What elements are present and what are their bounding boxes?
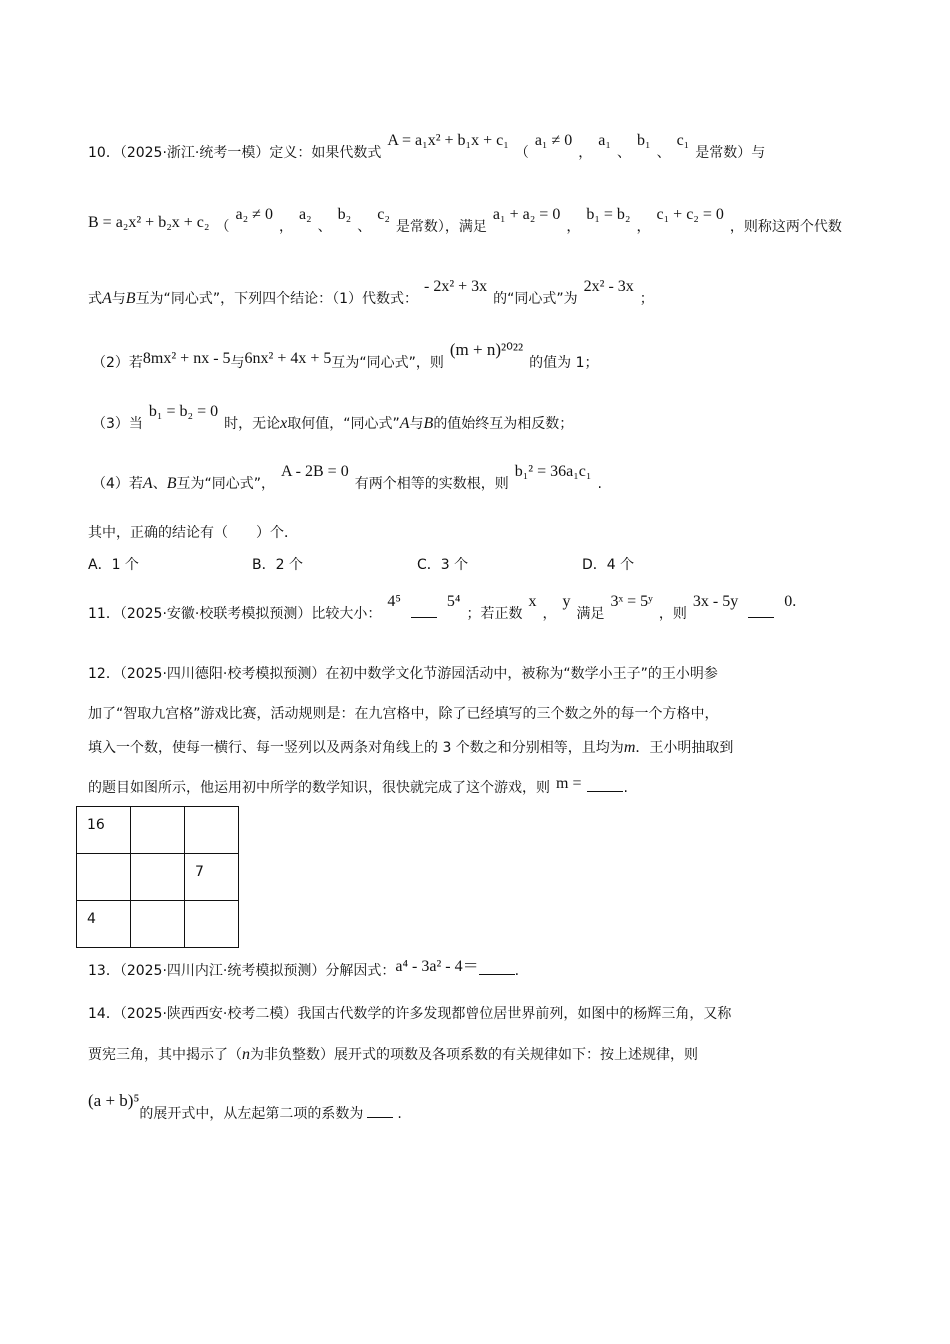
- text: ，: [636, 219, 651, 235]
- q11-line: [88, 593, 802, 623]
- var: B: [166, 475, 177, 492]
- q10-line6: [92, 463, 602, 493]
- formula: b₂: [337, 206, 352, 223]
- answer-blank: [367, 1117, 393, 1118]
- formula: c₁ + c₂ = 0: [656, 206, 724, 223]
- q13-line: [88, 957, 519, 980]
- formula: 5⁴: [446, 593, 461, 610]
- text: 的“同心式”为: [493, 291, 578, 307]
- text: 、: [152, 476, 167, 492]
- grid-cell: 16: [77, 807, 131, 854]
- answer-blank: [587, 791, 623, 792]
- formula: A - 2B = 0: [281, 463, 349, 480]
- grid-cell: [131, 807, 185, 854]
- text: ，: [566, 219, 581, 235]
- text: 是常数），满足: [395, 219, 487, 235]
- grid-cell: [185, 901, 239, 948]
- q14-line3: [88, 1091, 402, 1123]
- text: 有两个相等的实数根，则: [354, 476, 509, 492]
- text: .: [623, 780, 628, 796]
- text: 为非负整数）展开式的项数及各项系数的有关规律如下：按上述规律，则: [250, 1047, 698, 1063]
- text: （4）若: [92, 476, 143, 492]
- formula: b₁² = 36a₁c₁: [514, 463, 592, 480]
- option-d: D．4 个: [582, 557, 635, 573]
- grid-cell: [131, 854, 185, 901]
- var: m: [623, 739, 636, 756]
- formula: a₁ + a₂ = 0: [492, 206, 561, 223]
- text: .: [397, 1106, 402, 1122]
- text: ，: [278, 219, 293, 235]
- magic-square-grid: [76, 806, 239, 948]
- text: 、: [656, 145, 671, 161]
- formula: a₂ ≠ 0: [235, 206, 273, 223]
- text: 0.: [784, 593, 797, 610]
- var: n: [242, 1046, 250, 1063]
- var: A: [142, 475, 153, 492]
- var: B: [125, 290, 136, 307]
- answer-blank: [748, 617, 774, 618]
- formula-A: A = a₁x² + b₁x + c₁: [387, 132, 509, 149]
- q10-line3: [88, 278, 654, 308]
- grid-cell: [185, 807, 239, 854]
- text: 的值为 1；: [529, 355, 599, 371]
- text: 贾宪三角，其中揭示了（: [88, 1047, 242, 1063]
- text: 与: [409, 416, 424, 432]
- text: （: [215, 219, 230, 235]
- option-c: C．3 个: [417, 557, 469, 573]
- text: ，: [578, 145, 593, 161]
- text: 互为“同心式”，则: [331, 355, 444, 371]
- q10-line4: [92, 340, 599, 372]
- text: 填入一个数，使每一横行、每一竖列以及两条对角线上的 3 个数之和分别相等，且均为: [88, 740, 624, 756]
- formula: a₁ ≠ 0: [534, 132, 573, 149]
- var: x: [528, 593, 537, 610]
- formula: b₁ = b₂: [586, 206, 631, 223]
- text: 的值始终互为相反数；: [433, 416, 574, 432]
- text: （3）当: [92, 416, 143, 432]
- text: 、: [357, 219, 372, 235]
- text: 互为“同心式”，下列四个结论：（1）代数式：: [135, 291, 418, 307]
- formula: (a + b)⁵: [88, 1091, 140, 1110]
- text: （2）若: [92, 355, 143, 371]
- q12-line3: [88, 737, 733, 757]
- grid-cell: 4: [77, 901, 131, 948]
- formula: b₁ = b₂ = 0: [148, 403, 219, 420]
- text: 11．（2025·安徽·校联考模拟预测）比较大小：: [88, 606, 382, 622]
- text: 的题目如图所示，他运用初中所学的数学知识，很快就完成了这个游戏，则: [88, 780, 550, 796]
- text: （: [514, 145, 529, 161]
- grid-cell: [77, 854, 131, 901]
- text: ，则称这两个代数: [729, 219, 842, 235]
- text: 时，无论: [224, 416, 281, 432]
- text: ．王小明抽取到: [635, 740, 734, 756]
- var: x: [280, 415, 288, 432]
- formula: 3x - 5y: [692, 593, 739, 610]
- text: 式: [88, 291, 102, 307]
- text: 与: [111, 291, 126, 307]
- text: .: [514, 963, 520, 979]
- text: 与: [230, 355, 245, 371]
- option-b: B．2 个: [252, 557, 303, 573]
- grid-cell: [131, 901, 185, 948]
- formula: a₂: [298, 206, 312, 223]
- q14-line1: 14．（2025·陕西西安·校考二模）我国古代数学的许多发现都曾位居世界前列，如图中的杨辉三角，又称: [88, 1006, 732, 1022]
- formula: 8mx² + nx - 5: [142, 350, 231, 367]
- q10-line7: 其中，正确的结论有（ ）个．: [88, 525, 298, 541]
- q14-line2: [88, 1044, 698, 1064]
- formula-B: B = a₂x² + b₂x + c₂: [88, 214, 210, 231]
- formula: 2x² - 3x: [583, 278, 634, 295]
- q12-line2: 加了“智取九宫格”游戏比赛，活动规则是：在九宫格中，除了已经填写的三个数之外的每一个方格中，: [88, 706, 719, 722]
- formula: c₂: [377, 206, 390, 223]
- q12-line1: 12．（2025·四川德阳·校考模拟预测）在初中数学文化节游园活动中，被称为“数学小王子”的王小明参: [88, 666, 718, 682]
- var: A: [399, 415, 410, 432]
- text: 13．（2025·四川内江·统考模拟预测）分解因式：: [88, 963, 396, 979]
- formula: 3ˣ = 5ʸ: [610, 593, 653, 610]
- formula: 4⁵: [387, 593, 401, 610]
- answer-blank: [411, 617, 437, 618]
- text: 满足: [576, 606, 605, 622]
- text: 取何值，“同心式”: [287, 416, 400, 432]
- formula: (m + n)²⁰²²: [449, 340, 524, 359]
- q10-line1: [88, 132, 766, 162]
- q10-line2: [88, 206, 842, 236]
- formula: - 2x² + 3x: [423, 278, 488, 295]
- text: 、: [317, 219, 332, 235]
- var: A: [102, 290, 112, 307]
- q12-line4: [88, 777, 628, 797]
- text: 是常数）与: [695, 145, 766, 161]
- text: ；若正数: [466, 606, 523, 622]
- text: ；: [639, 291, 654, 307]
- text: 10．（2025·浙江·统考一模）定义：如果代数式: [88, 145, 382, 161]
- grid-cell: 7: [185, 854, 239, 901]
- text: 、: [616, 145, 631, 161]
- var: y: [562, 593, 571, 610]
- text: 互为“同心式”，: [176, 476, 275, 492]
- formula: c₁: [676, 132, 690, 149]
- formula: 6nx² + 4x + 5: [244, 350, 332, 367]
- var: B: [423, 415, 434, 432]
- formula: b₁: [636, 132, 651, 149]
- formula: a⁴ - 3a² - 4＝: [395, 958, 479, 975]
- text: ，则: [658, 606, 687, 622]
- formula: m =: [556, 775, 582, 792]
- text: 的展开式中，从左起第二项的系数为: [139, 1106, 364, 1122]
- text: .: [597, 476, 602, 492]
- option-a: A．1 个: [88, 557, 139, 573]
- q10-line5: [92, 403, 574, 433]
- answer-blank: [479, 974, 515, 975]
- formula: a₁: [598, 132, 611, 149]
- text: ，: [542, 606, 557, 622]
